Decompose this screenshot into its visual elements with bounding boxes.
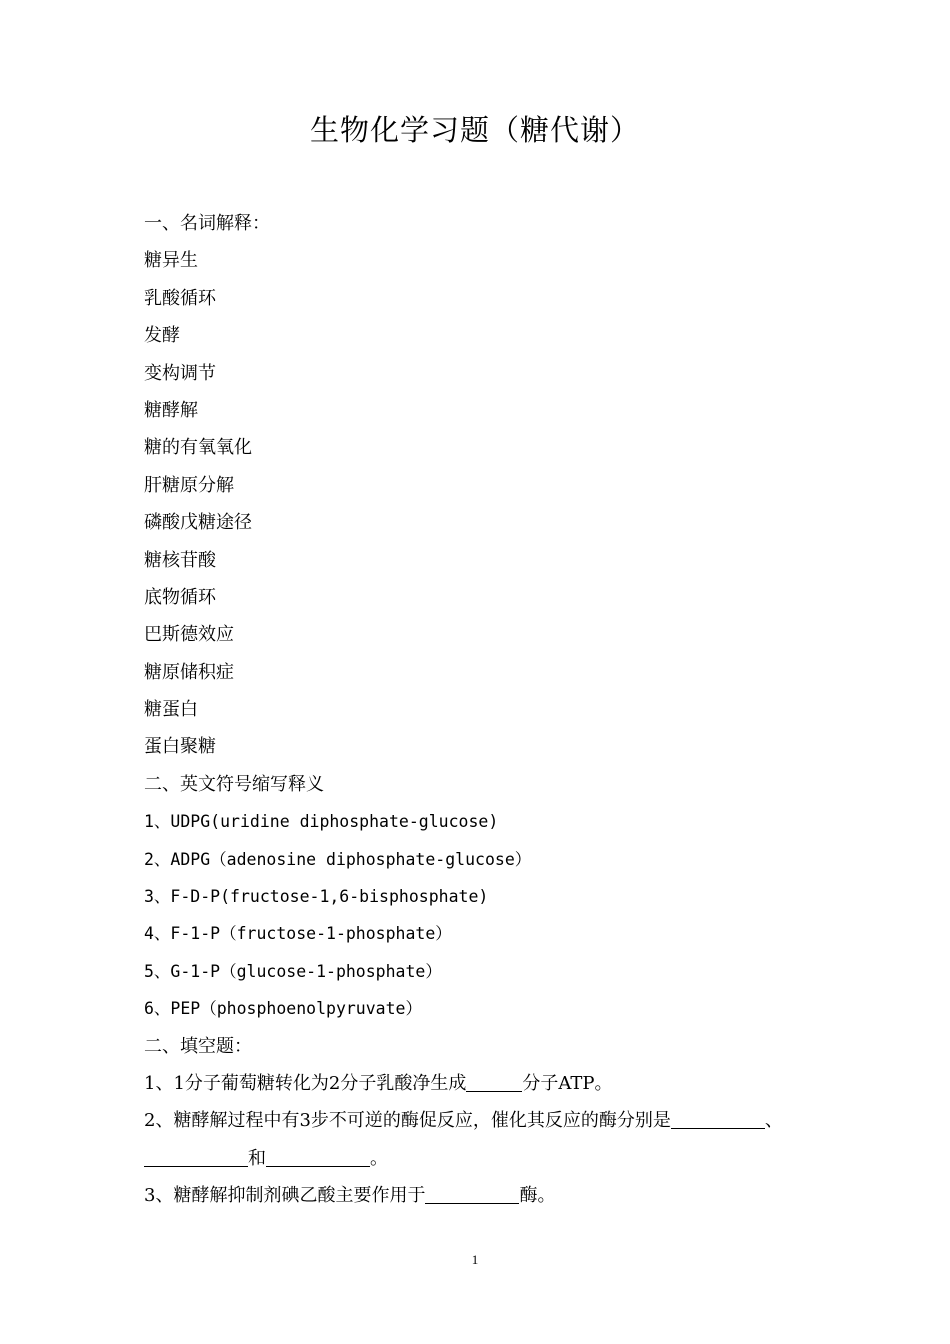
term-item: 磷酸戊糖途径 bbox=[144, 512, 252, 534]
term-item: 糖核苷酸 bbox=[144, 549, 216, 571]
question-2 bbox=[144, 1102, 834, 1139]
page-title: 生物化学习题（糖代谢） bbox=[309, 113, 640, 147]
section-heading-terms: 一、名词解释： bbox=[144, 213, 270, 234]
term-item: 巴斯德效应 bbox=[144, 624, 234, 646]
answer-blank[interactable] bbox=[425, 1183, 519, 1204]
term-item: 蛋白聚糖 bbox=[144, 736, 216, 758]
abbreviation-item: 6、PEP（phosphoenolpyruvate） bbox=[144, 999, 422, 1019]
answer-blank[interactable] bbox=[144, 1146, 248, 1167]
question-text: 酶。 bbox=[519, 1185, 556, 1207]
section-heading-fill-blank: 二、填空题： bbox=[144, 1035, 252, 1057]
term-item: 肝糖原分解 bbox=[144, 474, 234, 496]
abbreviation-item: 3、F-D-P(fructose-1,6-bisphosphate) bbox=[144, 887, 489, 907]
term-item: 糖原储积症 bbox=[144, 661, 234, 683]
abbreviation-item: 4、F-1-P（fructose-1-phosphate） bbox=[144, 924, 452, 944]
abbreviation-item: 1、UDPG(uridine diphosphate-glucose) bbox=[144, 812, 499, 832]
question-3 bbox=[144, 1177, 834, 1214]
question-separator: 、 bbox=[764, 1110, 783, 1132]
question-1 bbox=[144, 1065, 834, 1102]
page-number: 1 bbox=[471, 1252, 479, 1267]
question-2-continued bbox=[144, 1140, 834, 1177]
term-item: 乳酸循环 bbox=[144, 287, 216, 309]
abbreviation-item: 5、G-1-P（glucose-1-phosphate） bbox=[144, 961, 442, 981]
term-item: 糖异生 bbox=[144, 250, 198, 272]
answer-blank[interactable] bbox=[671, 1108, 765, 1129]
answer-blank[interactable] bbox=[266, 1146, 370, 1167]
question-separator: 和 bbox=[248, 1147, 266, 1169]
abbreviation-item: 2、ADPG（adenosine diphosphate-glucose） bbox=[144, 849, 532, 869]
answer-blank[interactable] bbox=[466, 1071, 522, 1092]
document-body bbox=[144, 205, 834, 1215]
question-text: 分子ATP。 bbox=[522, 1072, 613, 1094]
section-heading-abbreviations: 二、英文符号缩写释义 bbox=[144, 773, 324, 795]
term-item: 糖蛋白 bbox=[144, 699, 198, 721]
question-text: 1、1分子葡萄糖转化为2分子乳酸净生成 bbox=[144, 1072, 467, 1094]
term-item: 发酵 bbox=[144, 325, 180, 347]
term-item: 变构调节 bbox=[144, 362, 216, 384]
question-text: 。 bbox=[370, 1147, 388, 1169]
question-text: 3、糖酵解抑制剂碘乙酸主要作用于 bbox=[144, 1185, 426, 1207]
term-item: 糖的有氧氧化 bbox=[144, 437, 252, 459]
question-text: 2、糖酵解过程中有3步不可逆的酶促反应，催化其反应的酶分别是 bbox=[144, 1110, 671, 1132]
term-item: 底物循环 bbox=[144, 586, 216, 608]
term-item: 糖酵解 bbox=[144, 399, 198, 421]
